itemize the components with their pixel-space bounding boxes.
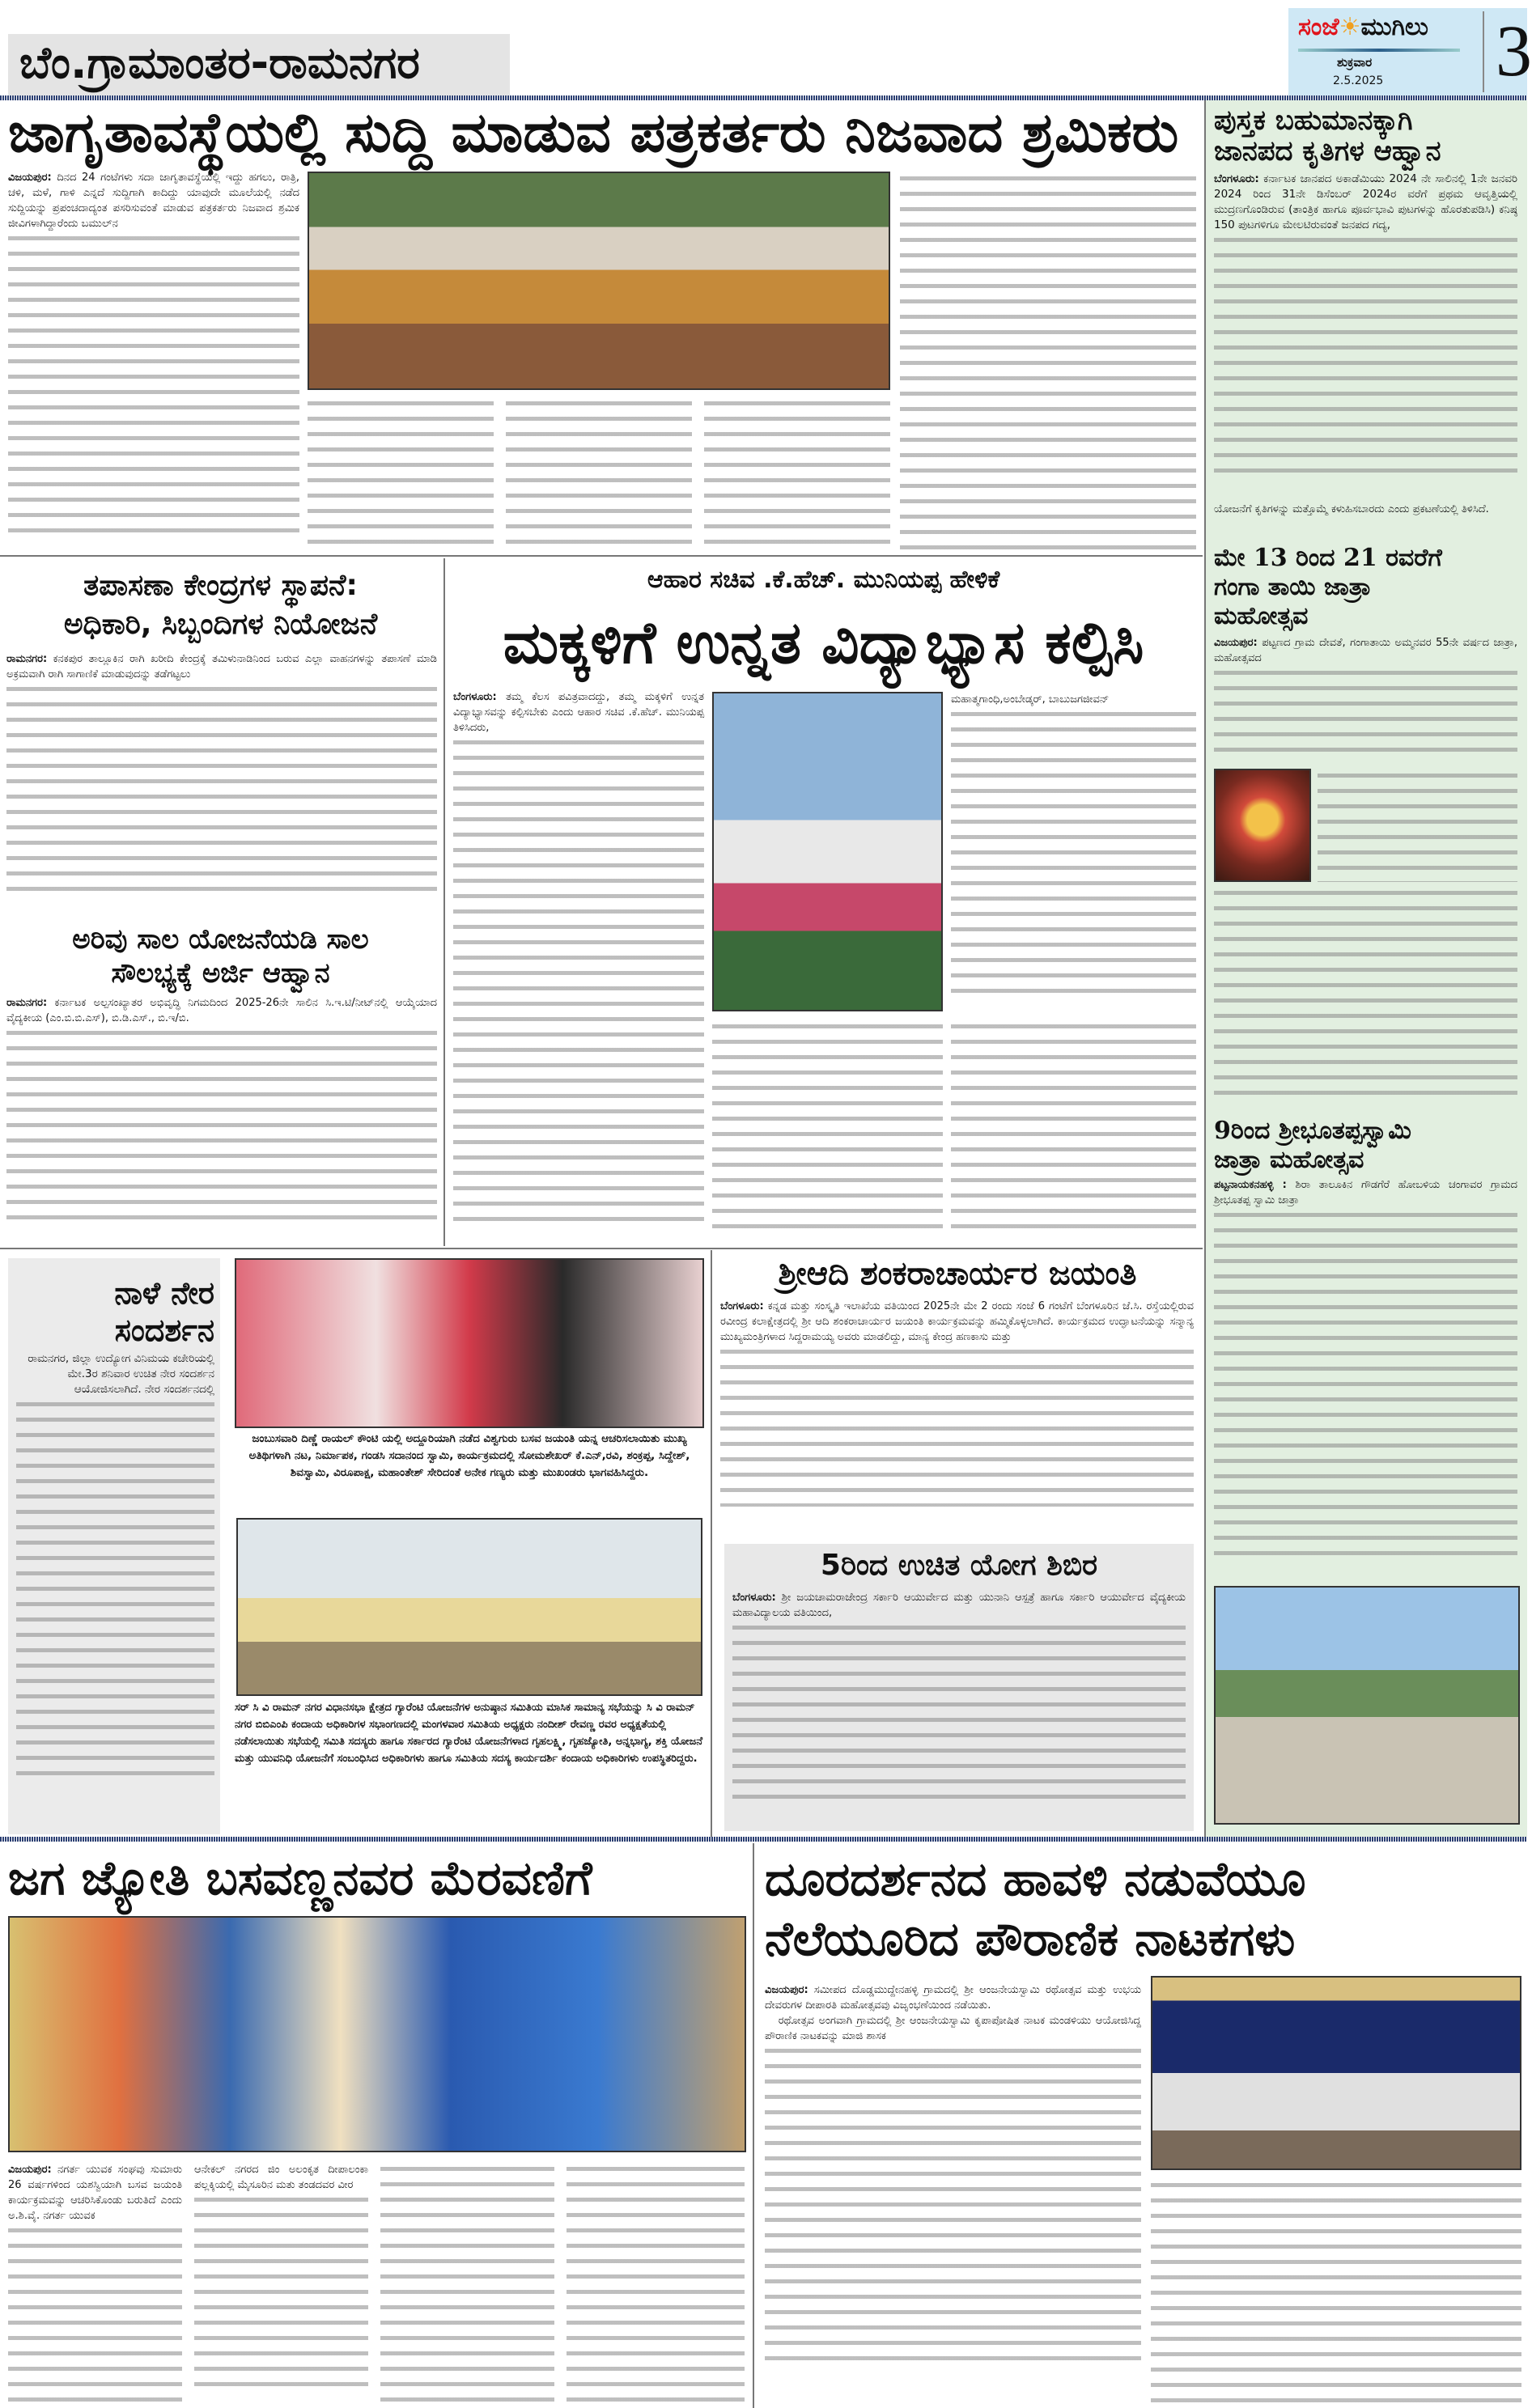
yoga-headline: 5ರಿಂದ ಉಚಿತ ಯೋಗ ಶಿಬಿರ	[820, 1549, 1098, 1582]
drama-body: ವಿಜಯಪುರ: ಸಮೀಪದ ದೊಡ್ಡಮುದ್ದೇನಹಳ್ಳಿ ಗ್ರಾಮದಲ್ಲಿ ಶ್ರೀ ಆಂಜನೇಯಸ್ವಾಮಿ ರಥೋತ್ಸವ ಮತ್ತು ಉಭಯ ದೇವರುಗಳ ದೀಪಾರತಿ ಮಹೋತ್ಸವವು ವಿಜೃಂಭಣೆಯಿಂದ ನಡೆಯಿತು. ರಥೋತ್ಸವ ಅಂಗವಾಗಿ ಗ್ರಾಮದಲ್ಲಿ ಶ್ರೀ ಆಂಜನೇಯಸ್ವಾಮಿ ಕೃಪಾಪೋಷಿತ ನಾಟಕ ಮಂಡಳಿಯು ಆಯೋಜಿಸಿದ್ದ ಪೌರಾಣಿಕ ನಾಟಕವನ್ನು ಮಾಜಿ ಶಾಸಕ	[765, 1982, 1141, 2405]
issue-date: 2.5.2025	[1333, 74, 1384, 87]
education-col2: ಮಹಾತ್ಮಗಾಂಧಿ,ಅಂಬೇಡ್ಕರ್, ಬಾಬುಜಗಜೀವನ್	[951, 692, 1196, 1011]
top-story-col3	[506, 396, 692, 550]
divider	[443, 558, 445, 1246]
basava-col3	[380, 2162, 554, 2405]
masthead-divider	[1298, 49, 1460, 52]
sun-icon: ☀	[1339, 13, 1361, 41]
top-story-headline: ಜಾಗೃತಾವಸ್ಥೆಯಲ್ಲಿ ಸುದ್ದಿ ಮಾಡುವ ಪತ್ರಕರ್ತರು ನಿಜವಾದ ಶ್ರಮಿಕರು	[8, 101, 1179, 165]
issue-day: ಶುಕ್ರವಾರ	[1337, 55, 1373, 70]
divider	[0, 1248, 1203, 1249]
meeting-caption: ಸರ್ ಸಿ ವಿ ರಾಮನ್ ನಗರ ವಿಧಾನಸಭಾ ಕ್ಷೇತ್ರದ ಗ್ಯಾರೆಂಟಿ ಯೋಜನೆಗಳ ಅನುಷ್ಠಾನ ಸಮಿತಿಯ ಮಾಸಿಕ ಸಾಮಾನ್ಯ ಸಭೆಯನ್ನು ಸಿ ವಿ ರಾಮನ್ ನಗರ ಬಿಬಿಎಂಪಿ ಕಂದಾಯ ಅಧಿಕಾರಿಗಳ ಸಭಾಂಗಣದಲ್ಲಿ ಮಂಗಳವಾರ ಸಮಿತಿಯ ಅಧ್ಯಕ್ಷರು ನಂದೀಶ್ ರೇವಣ್ಣ ರವರ ಅಧ್ಯಕ್ಷತೆಯಲ್ಲಿ ನಡೆಸಲಾಯಿತು ಸಭೆಯಲ್ಲಿ ಸಮಿತಿ ಸದಸ್ಯರು ಹಾಗೂ ಸರ್ಕಾರದ ಗ್ಯಾರೆಂಟಿ ಯೋಜನೆಗಳಾದ ಗೃಹಲಕ್ಷ್ಮಿ, ಗೃಹಜ್ಯೋತಿ, ಅನ್ನಭಾಗ್ಯ, ಶಕ್ತಿ ಯೋಜನೆ ಮತ್ತು ಯುವನಿಧಿ ಯೋಜನೆಗೆ ಸಂಬಂಧಿಸಿದ ಅಧಿಕಾರಿಗಳು ಹಾಗೂ ಸಮಿತಿಯ ಸದಸ್ಯ ಕಾರ್ಯದರ್ಶಿ ಕಂದಾಯ ಅಧಿಕಾರಿಗಳು ಉಪಸ್ಥಿತರಿದ್ದರು.	[235, 1702, 702, 1765]
ganga-body-lines	[1318, 769, 1517, 882]
goddess-photo	[1214, 769, 1311, 882]
education-col4	[951, 1020, 1196, 1240]
books-headline: ಪುಸ್ತಕ ಬಹುಮಾನಕ್ಕಾಗಿ ಜಾನಪದ ಕೃತಿಗಳ ಆಹ್ವಾನ	[1214, 104, 1441, 167]
jatra-photo	[1214, 1586, 1520, 1825]
bhootappa-body: ಪಟ್ಟನಾಯಕನಹಳ್ಳಿ : ಶಿರಾ ತಾಲೂಕಿನ ಗೌಡಗೆರೆ ಹೋಬಳಿಯ ಚಂಗಾವರ ಗ್ರಾಮದ ಶ್ರೀಭೂತಪ್ಪ ಸ್ವಾಮಿ ಜಾತ್ರಾ	[1214, 1177, 1517, 1578]
books-tail: ಯೋಜನೆಗೆ ಕೃತಿಗಳನ್ನು ಮತ್ತೊಮ್ಮೆ ಕಳುಹಿಸಬಾರದು ಎಂದು ಪ್ರಕಟಣೆಯಲ್ಲಿ ತಿಳಿಸಿದೆ.	[1214, 503, 1489, 515]
ganga-headline: ಮೇ 13 ರಿಂದ 21 ರವರೆಗೆ ಗಂಗಾ ತಾಯಿ ಜಾತ್ರಾ ಮಹೋತ್ಸವ	[1214, 544, 1442, 630]
procession-photo	[8, 1916, 746, 2152]
top-story-body: ವಿಜಯಪುರ: ದಿನದ 24 ಗಂಟೆಗಳು ಸದಾ ಜಾಗೃತಾವಸ್ಥೆಯಲ್ಲಿ ಇದ್ದು ಹಗಲು, ರಾತ್ರಿ, ಚಳಿ, ಮಳೆ, ಗಾಳಿ ಎನ್ನದೆ ಸುದ್ದಿಗಾಗಿ ಕಾದಿದ್ದು ಯಾವುದೇ ಮೂಲೆಯಲ್ಲಿ ನಡೆದ ಸುದ್ದಿಯನ್ನು ಪ್ರಪಂಚದಾದ್ಯಂತ ಪಸರಿಸುವಂತೆ ಮಾಡುವ ಪತ್ರಕರ್ತರು ನಿಜವಾದ ಶ್ರಮಿಕ ಜೀವಿಗಳಾಗಿದ್ದಾರೆಂದು ಬಮುಲ್‌ನ	[8, 170, 299, 550]
inspection-body: ರಾಮನಗರ: ಕನಕಪುರ ತಾಲ್ಲೂಕಿನ ರಾಗಿ ಖರೀದಿ ಕೇಂದ್ರಕ್ಕೆ ತಮಿಳುನಾಡಿನಿಂದ ಬರುವ ಎಲ್ಲಾ ವಾಹನಗಳನ್ನು ತಪಾಸಣೆ ಮಾಡಿ ಅಕ್ರಮವಾಗಿ ರಾಗಿ ಸಾಗಾಣಿಕೆ ಮಾಡುವುದನ್ನು ತಡೆಗಟ್ಟಲು	[6, 651, 437, 914]
interview-body: ರಾಮನಗರ, ಜಿಲ್ಲಾ ಉದ್ಯೋಗ ವಿನಿಮಯ ಕಚೇರಿಯಲ್ಲಿ ಮೇ.3ರ ಶನಿವಾರ ಉಚಿತ ನೇರ ಸಂದರ್ಶನ ಆಯೋಜಿಸಲಾಗಿದೆ. ನೇರ ಸಂದರ್ಶನದಲ್ಲಿ	[16, 1351, 214, 1829]
education-body: ಬೆಂಗಳೂರು: ತಮ್ಮ ಕೆಲಸ ಪವಿತ್ರವಾದದ್ದು, ತಮ್ಮ ಮಕ್ಕಳಿಗೆ ಉನ್ನತ ವಿದ್ಯಾಭ್ಯಾಸವನ್ನು ಕಲ್ಪಿಸಬೇಕು ಎಂದು ಆಹಾರ ಸಚಿವ .ಕೆ.ಹೆಚ್. ಮುನಿಯಪ್ಪ ತಿಳಿಸಿದರು,	[453, 689, 704, 1240]
top-story-col4	[704, 396, 890, 550]
masthead	[1288, 8, 1532, 95]
divider	[753, 1843, 754, 2408]
drama-col2	[1151, 2178, 1521, 2405]
basava-col2: ಆನೇಕಲ್ ನಗರದ ಜಿಂ ಅಲಂಕೃತ ದೀಪಾಲಂಕಾ ಪಲ್ಲಕ್ಕಿಯಲ್ಲಿ ಮೈಸೂರಿನ ಮತು ತಂಡದವರ ವೀರ	[194, 2162, 368, 2405]
top-story-col2	[308, 396, 494, 550]
education-kicker: ಆಹಾರ ಸಚಿವ .ಕೆ.ಹೆಚ್. ಮುನಿಯಪ್ಪ ಹೇಳಿಕೆ	[647, 566, 1000, 594]
loan-headline: ಅರಿವು ಸಾಲ ಯೋಜನೆಯಡಿ ಸಾಲ ಸೌಲಭ್ಯಕ್ಕೆ ಅರ್ಜಿ ಆಹ್ವಾನ	[72, 923, 369, 990]
minister-photo	[712, 692, 943, 1011]
loan-body: ರಾಮನಗರ: ಕರ್ನಾಟಕ ಅಲ್ಪಸಂಖ್ಯಾತರ ಅಭಿವೃದ್ಧಿ ನಿಗಮದಿಂದ 2025-26ನೇ ಸಾಲಿನ ಸಿ.ಇ.ಟಿ/ನೀಟ್‌ನಲ್ಲಿ ಆಯ್ಕೆಯಾದ ವೈದ್ಯಕೀಯ (ಎಂ.ಬಿ.ಬಿ.ಎಸ್), ಬಿ.ಡಿ.ಎಸ್., ಬಿ.ಇ/ಬಿ.	[6, 995, 437, 1242]
page-number: 3	[1483, 11, 1532, 92]
meeting-photo	[236, 1518, 702, 1696]
divider	[711, 1250, 712, 1837]
ganga-body: ವಿಜಯಪುರ: ಪಟ್ಟಣದ ಗ್ರಾಮ ದೇವತೆ, ಗಂಗಾತಾಯಿ ಅಮ್ಮನವರ 55ನೇ ವರ್ಷದ ಜಾತ್ರಾ, ಮಹೋತ್ಸವದ	[1214, 635, 1517, 765]
yoga-body: ಬೆಂಗಳೂರು: ಶ್ರೀ ಜಯಚಾಮರಾಜೇಂದ್ರ ಸರ್ಕಾರಿ ಆಯುರ್ವೇದ ಮತ್ತು ಯುನಾನಿ ಆಸ್ಪತ್ರೆ ಹಾಗೂ ಸರ್ಕಾರಿ ಆಯುರ್ವೇದ ವೈದ್ಯಕೀಯ ಮಹಾವಿದ್ಯಾಲಯ ವತಿಯಿಂದ,	[732, 1590, 1186, 1825]
drama-photo	[1151, 1976, 1521, 2170]
journalists-photo	[308, 172, 890, 390]
basava-col4	[567, 2162, 745, 2405]
education-col3	[712, 1020, 943, 1240]
drama-headline: ದೂರದರ್ಶನದ ಹಾವಳಿ ನಡುವೆಯೂ ನೆಲೆಯೂರಿದ ಪೌರಾಣಿಕ ನಾಟಕಗಳು	[765, 1851, 1306, 1966]
books-body: ಬೆಂಗಳೂರು: ಕರ್ನಾಟಕ ಜಾನಪದ ಅಕಾಡೆಮಿಯು 2024 ನೇ ಸಾಲಿನಲ್ಲಿ 1ನೇ ಜನವರಿ 2024 ರಿಂದ 31ನೇ ಡಿಸೆಂಬರ್ 2024ರ ವರೆಗೆ ಪ್ರಥಮ ಆವೃತ್ತಿಯಲ್ಲಿ ಮುದ್ರಣಗೊಂಡಿರುವ (ತಾಂತ್ರಿಕ ಹಾಗೂ ಪೂರ್ವಭಾವಿ ಪುಟಗಳನ್ನು ಹೊರತುಪಡಿಸಿ) ಕನಿಷ್ಠ 150 ಪುಟಗಳಿಗೂ ಮೇಲಟಿರುವಂತೆ ಜನಪದ ಗದ್ಯ,	[1214, 172, 1517, 491]
shankaracharya-body: ಬೆಂಗಳೂರು: ಕನ್ನಡ ಮತ್ತು ಸಂಸ್ಕೃತಿ ಇಲಾಖೆಯ ವತಿಯಿಂದ 2025ನೇ ಮೇ 2 ರಂದು ಸಂಜೆ 6 ಗಂಟೆಗೆ ಬೆಂಗಳೂರಿನ ಜೆ.ಸಿ. ರಸ್ತೆಯಲ್ಲಿರುವ ರವೀಂದ್ರ ಕಲಾಕ್ಷೇತ್ರದಲ್ಲಿ ಶ್ರೀ ಆದಿ ಶಂಕರಾಚಾರ್ಯರ ಜಯಂತಿ ಕಾರ್ಯಕ್ರಮವನ್ನು ಹಮ್ಮಿಕೊಳ್ಳಲಾಗಿದೆ. ಕಾರ್ಯಕ್ರಮದ ಉದ್ಘಾಟನೆಯನ್ನು ಸನ್ಮಾನ್ಯ ಮುಖ್ಯಮಂತ್ರಿಗಳಾದ ಸಿದ್ದರಾಮಯ್ಯ ಅವರು ಮಾಡಲಿದ್ದು, ಮಾನ್ಯ ಕೇಂದ್ರ ಹಣಕಾಸು ಮತ್ತು	[720, 1299, 1194, 1533]
divider	[0, 1837, 1527, 1842]
ganga-body-lines-2	[1214, 886, 1517, 1104]
top-story-col5	[900, 172, 1196, 550]
shankaracharya-headline: ಶ್ರೀಆದಿ ಶಂಕರಾಚಾರ್ಯರ ಜಯಂತಿ	[778, 1255, 1137, 1292]
basava-jayanti-caption: ಜಂಬುಸವಾರಿ ದಿಣ್ಣೆ ರಾಯಲ್ ಕೌಂಟಿ ಯಲ್ಲಿ ಅದ್ದೂರಿಯಾಗಿ ನಡೆದ ವಿಶ್ವಗುರು ಬಸವ ಜಯಂತಿ ಯನ್ನ ಆಚರಿಸಲಾಯಿತು ಮುಖ್ಯ ಅತಿಥಿಗಳಾಗಿ ನಟ, ನಿರ್ಮಾಪಕ, ಗಂಡಸಿ ಸದಾನಂದ ಸ್ವಾಮಿ, ಕಾರ್ಯಕ್ರಮದಲ್ಲಿ ಸೋಮಶೇಖರ್ ಕೆ.ಎನ್,ರವಿ, ಶಂಕ್ರಪ್ಪ, ಸಿದ್ದೇಶ್, ಶಿವಸ್ವಾಮಿ, ವಿರೂಪಾಕ್ಷ, ಮಹಾಂತೇಶ್ ಸೇರಿದಂತೆ ಅನೇಕ ಗಣ್ಯರು ಮತ್ತು ಮುಖಂಡರು ಭಾಗವಹಿಸಿದ್ದರು.	[248, 1432, 690, 1479]
interview-headline: ನಾಳೆ ನೇರ ಸಂದರ್ಶನ	[114, 1274, 214, 1348]
inspection-headline: ತಪಾಸಣಾ ಕೇಂದ್ರಗಳ ಸ್ಥಾಪನೆ: ಅಧಿಕಾರಿ, ಸಿಬ್ಬಂದಿಗಳ ನಿಯೋಜನೆ	[63, 569, 378, 641]
divider	[0, 555, 1203, 557]
education-headline: ಮಕ್ಕಳಿಗೆ ಉನ್ನತ ವಿದ್ಯಾಭ್ಯಾಸ ಕಲ್ಪಿಸಿ	[503, 608, 1144, 676]
basava-body: ವಿಜಯಪುರ: ನಗರ್ತ ಯುವಕ ಸಂಘವು ಸುಮಾರು 26 ವರ್ಷಗಳಿಂದ ಯಶಸ್ವಿಯಾಗಿ ಬಸವ ಜಯಂತಿ ಕಾರ್ಯಕ್ರಮವನ್ನು ಆಚರಿಸಿಕೊಂಡು ಬರುತಿದೆ ಎಂದು ಅ.ಶಿ.ವೈ. ನಗರ್ತ ಯುವಕ	[8, 2162, 182, 2405]
basava-jayanti-photo	[235, 1258, 704, 1428]
newspaper-logo: ಸಂಜೆ☀ಮುಗಿಲು	[1298, 13, 1428, 41]
bhootappa-headline: 9ರಿಂದ ಶ್ರೀಭೂತಪ್ಪಸ್ವಾಮಿ ಜಾತ್ರಾ ಮಹೋತ್ಸವ	[1214, 1117, 1411, 1174]
basava-headline: ಜಗ ಜ್ಯೋತಿ ಬಸವಣ್ಣನವರ ಮೆರವಣಿಗೆ	[8, 1851, 592, 1906]
section-title: ಬೆಂ.ಗ್ರಾಮಾಂತರ-ರಾಮನಗರ	[8, 34, 510, 97]
